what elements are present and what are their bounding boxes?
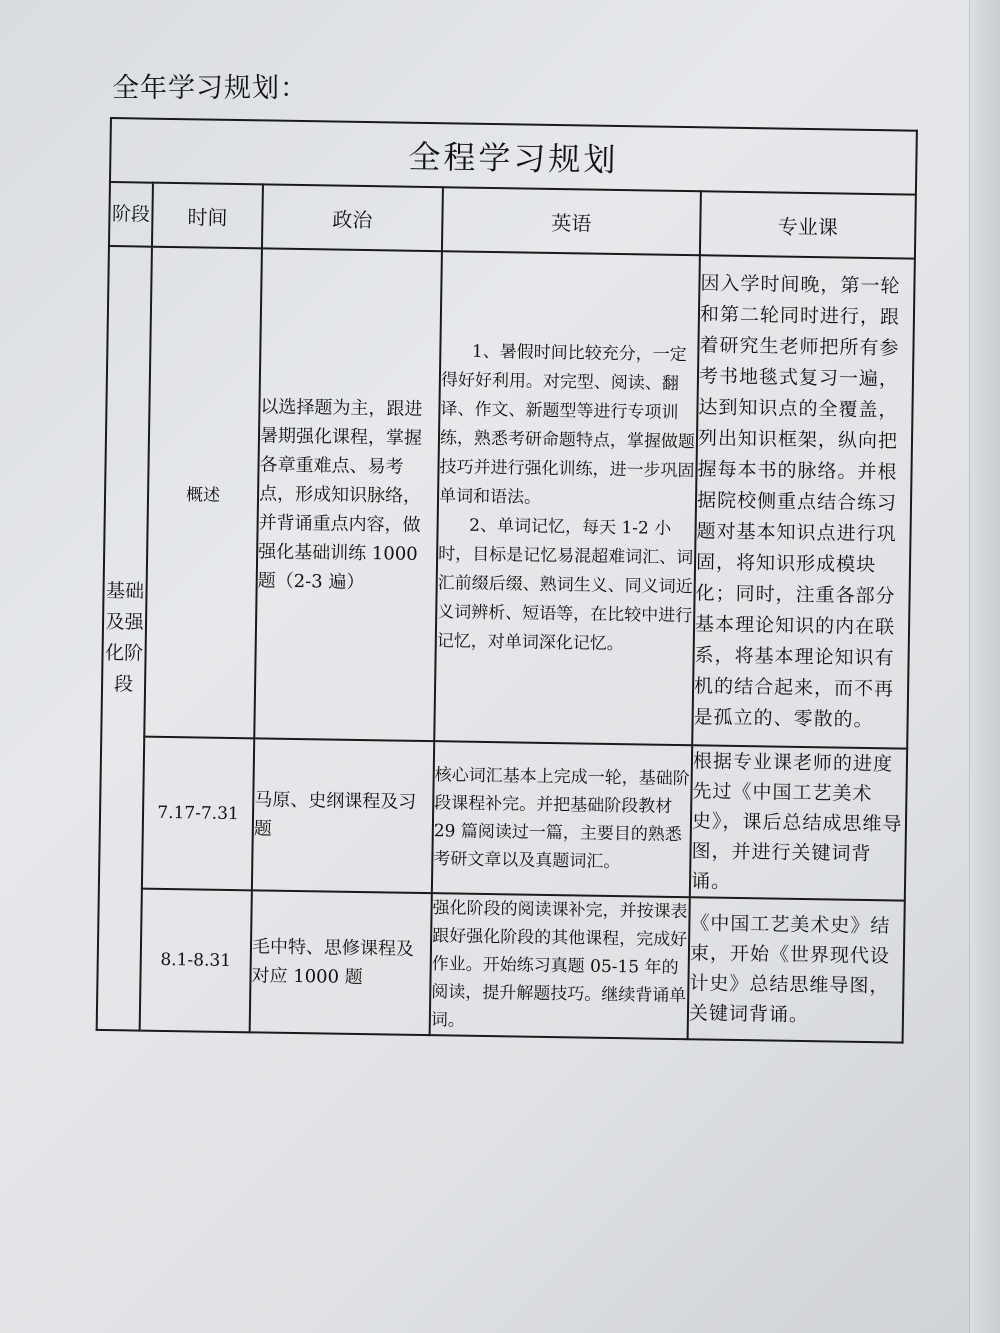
english-cell-august: 强化阶段的阅读课补完，并按课表跟好强化阶段的其他课程，完成好作业。开始练习真题 05-15 年的阅读，提升解题技巧。继续背诵单词。 bbox=[430, 893, 690, 1039]
politics-cell-august: 毛中特、思修课程及对应 1000 题 bbox=[250, 890, 432, 1035]
english-paragraph-1: 1、暑假时间比较充分，一定得好好利用。对完型、阅读、翻译、作文、新题型等进行专项训练，熟悉考研命题特点，掌握做题技巧并进行强化训练，进一步巩固单词和语法。 bbox=[438, 341, 696, 508]
table-row-july bbox=[99, 736, 907, 901]
page-heading: 全年学习规划： bbox=[112, 73, 308, 104]
header-stage: 阶段 bbox=[109, 182, 153, 247]
stage-cell: 基础及强化阶段 bbox=[97, 246, 152, 1031]
header-english: 英语 bbox=[442, 187, 701, 255]
politics-cell-overview: 以选择题为主，跟进暑期强化课程，掌握各章重难点、易考点，形成知识脉络，并背诵重点内容，做强化基础训练 1000 题（2-3 遍） bbox=[254, 248, 442, 741]
english-paragraph-2: 2、单词记忆，每天 1-2 小时，目标是记忆易混超难词汇、词汇前缀后缀、熟词生义、同义词近义词辨析、短语等，在比较中进行记忆，对单词深化记忆。 bbox=[436, 515, 694, 654]
time-cell-august: 8.1-8.31 bbox=[140, 889, 252, 1033]
header-professional: 专业课 bbox=[700, 191, 916, 258]
table-row-overview bbox=[101, 246, 915, 749]
english-cell-overview bbox=[434, 251, 700, 745]
table-title: 全程学习规划 bbox=[110, 118, 917, 195]
header-time: 时间 bbox=[152, 183, 263, 249]
study-plan-table bbox=[96, 117, 918, 1044]
professional-cell-july: 根据专业课老师的进度先过《中国工艺美术史》，课后总结成思维导图，并进行关键词背诵。 bbox=[690, 745, 907, 900]
professional-cell-august: 《中国工艺美术史》结束，开始《世界现代设计史》总结思维导图，关键词背诵。 bbox=[688, 897, 905, 1042]
header-politics: 政治 bbox=[262, 184, 443, 251]
politics-cell-july: 马原、史纲课程及习题 bbox=[252, 738, 434, 893]
table-row-august bbox=[97, 888, 905, 1043]
professional-cell-overview: 因入学时间晚，第一轮和第二轮同时进行，跟着研究生老师把所有参考书地毯式复习一遍，达到知识点的全覆盖，列出知识框架，纵向把握每本书的脉络。并根据院校侧重点结合练习题对基本知识点进行巩固，将知识形成模块化；同时，注重各部分基本理论知识的内在联系，将基本理论知识有机的结合起来，而不再是孤立的、零散的。 bbox=[692, 255, 915, 748]
paper-edge bbox=[969, 0, 1000, 1333]
english-cell-july: 核心词汇基本上完成一轮，基础阶段课程补完。并把基础阶段教材 29 篇阅读过一篇，主要目的熟悉考研文章以及真题词汇。 bbox=[432, 741, 692, 897]
time-cell-overview: 概述 bbox=[144, 247, 262, 739]
time-cell-july: 7.17-7.31 bbox=[142, 737, 254, 891]
